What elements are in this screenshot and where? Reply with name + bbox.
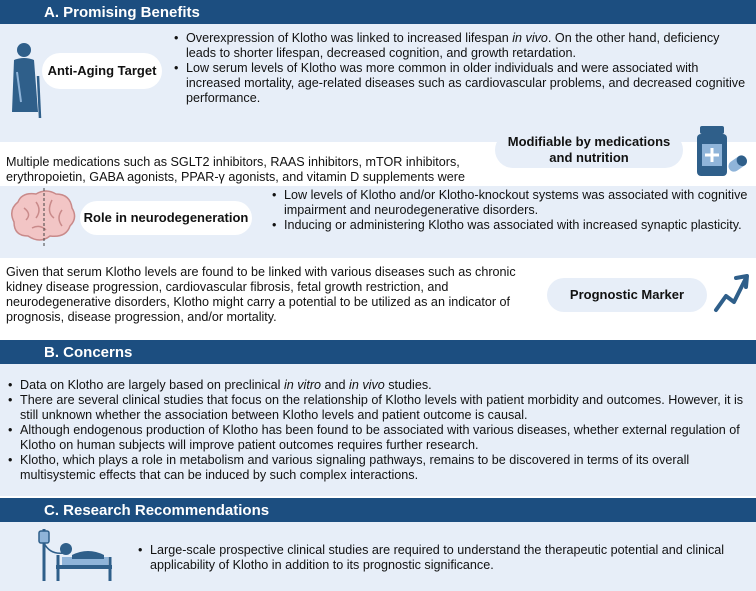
- anti-aging-bullets: [172, 31, 752, 106]
- prognostic-label-text: Prognostic Marker: [569, 286, 685, 302]
- concerns-bullets: [6, 378, 752, 483]
- anti-aging-bullet-1-text: Overexpression of Klotho was linked to increased lifespan: [186, 31, 513, 45]
- anti-aging-label-text: Anti-Aging Target: [47, 62, 157, 78]
- concerns-bullet-1-post: studies.: [384, 378, 432, 392]
- elderly-person-icon: [8, 42, 42, 120]
- neuro-bullet-1: [270, 188, 752, 218]
- modifiable-text: Multiple medications such as SGLT2 inhibitors, RAAS inhibitors, mTOR inhibitors, erythropoietin, GABA agonists, PPAR-γ agonists, and vitamin D supplements were: [6, 155, 465, 184]
- concerns-bullet-1: [6, 378, 752, 393]
- neuro-label-text: Role in neurodegeneration: [83, 209, 249, 225]
- neuro-bullet-1-text: Low levels of Klotho and/or Klotho-knockout systems was associated with cognitive impairment and neurodegenerative disorders.: [284, 188, 748, 217]
- section-c-title: C. Research Recommendations: [44, 501, 270, 519]
- section-c-header: [0, 498, 756, 522]
- section-a-title: A. Promising Benefits: [44, 3, 200, 21]
- concerns-bullet-4-text: Klotho, which plays a role in metabolism and various signaling pathways, remains to be discovered in terms of its overall multisystemic effects that can be induced by such complex interactions.: [20, 453, 690, 482]
- recommendations-bullets: [136, 543, 750, 573]
- brain-icon: [6, 188, 78, 246]
- neuro-bullet-2: [270, 218, 752, 233]
- concerns-bullet-4: [6, 453, 752, 483]
- anti-aging-bullet-2: [172, 61, 752, 106]
- anti-aging-label: [42, 53, 162, 89]
- hospital-bed-icon: [36, 527, 114, 583]
- medication-bottle-icon: [694, 124, 752, 180]
- concerns-bullet-2: [6, 393, 752, 423]
- concerns-bullet-1-mid: and: [321, 378, 350, 392]
- neuro-label: [80, 201, 252, 235]
- modifiable-label-text: Modifiable by medications and nutrition: [507, 133, 671, 165]
- prognostic-label: [547, 278, 707, 312]
- concerns-bullet-1-italic-1: in vitro: [283, 378, 322, 392]
- anti-aging-bullet-1: [172, 31, 752, 61]
- trend-up-icon: [712, 270, 752, 314]
- anti-aging-bullet-2-text: Low serum levels of Klotho was more common in older individuals and were associated with increased mortality, age-related diseases such as cardiovascular problems, and decreased cognitive performance.: [186, 61, 746, 105]
- concerns-bullet-1-italic-2: in vivo: [349, 378, 385, 392]
- neuro-bullets: [270, 188, 752, 233]
- recommendations-bullet-1: [136, 543, 750, 573]
- neuro-bullet-2-text: Inducing or administering Klotho was associated with increased synaptic plasticity.: [284, 218, 742, 232]
- modifiable-label: [495, 132, 683, 168]
- concerns-bullet-3-text: Although endogenous production of Klotho has been found to be associated with various diseases, whether external regulation of Klotho on human subjects will improve patient outcomes requires further research.: [20, 423, 740, 452]
- prognostic-text: Given that serum Klotho levels are found to be linked with various diseases such as chronic kidney disease progression, cardiovascular fibrosis, fetal growth restriction, and neurodegenerative disorders, Klotho might carry a potential to be utilized as an indicator of prognosis, disease progression, and/or mortality.: [6, 265, 516, 324]
- concerns-bullet-2-text: There are several clinical studies that focus on the relationship of Klotho levels with patient morbidity and outcomes. However, it is still unknown whether the association between Klotho levels and patient outcome is causal.: [20, 393, 744, 422]
- anti-aging-bullet-1-tail: . On the other hand, deficiency leads to shorter lifespan, decreased cognition, and growth retardation.: [186, 31, 720, 60]
- concerns-bullet-1-pre: Data on Klotho are largely based on preclinical: [20, 378, 284, 392]
- section-b-header: [0, 340, 756, 364]
- anti-aging-bullet-1-italic: in vivo: [512, 31, 548, 45]
- recommendations-bullet-1-text: Large-scale prospective clinical studies are required to understand the therapeutic potential and clinical applicability of Klotho in addition to its prognostic significance.: [150, 543, 725, 572]
- section-a-header: [0, 0, 756, 24]
- concerns-bullet-3: [6, 423, 752, 453]
- section-b-title: B. Concerns: [44, 343, 133, 361]
